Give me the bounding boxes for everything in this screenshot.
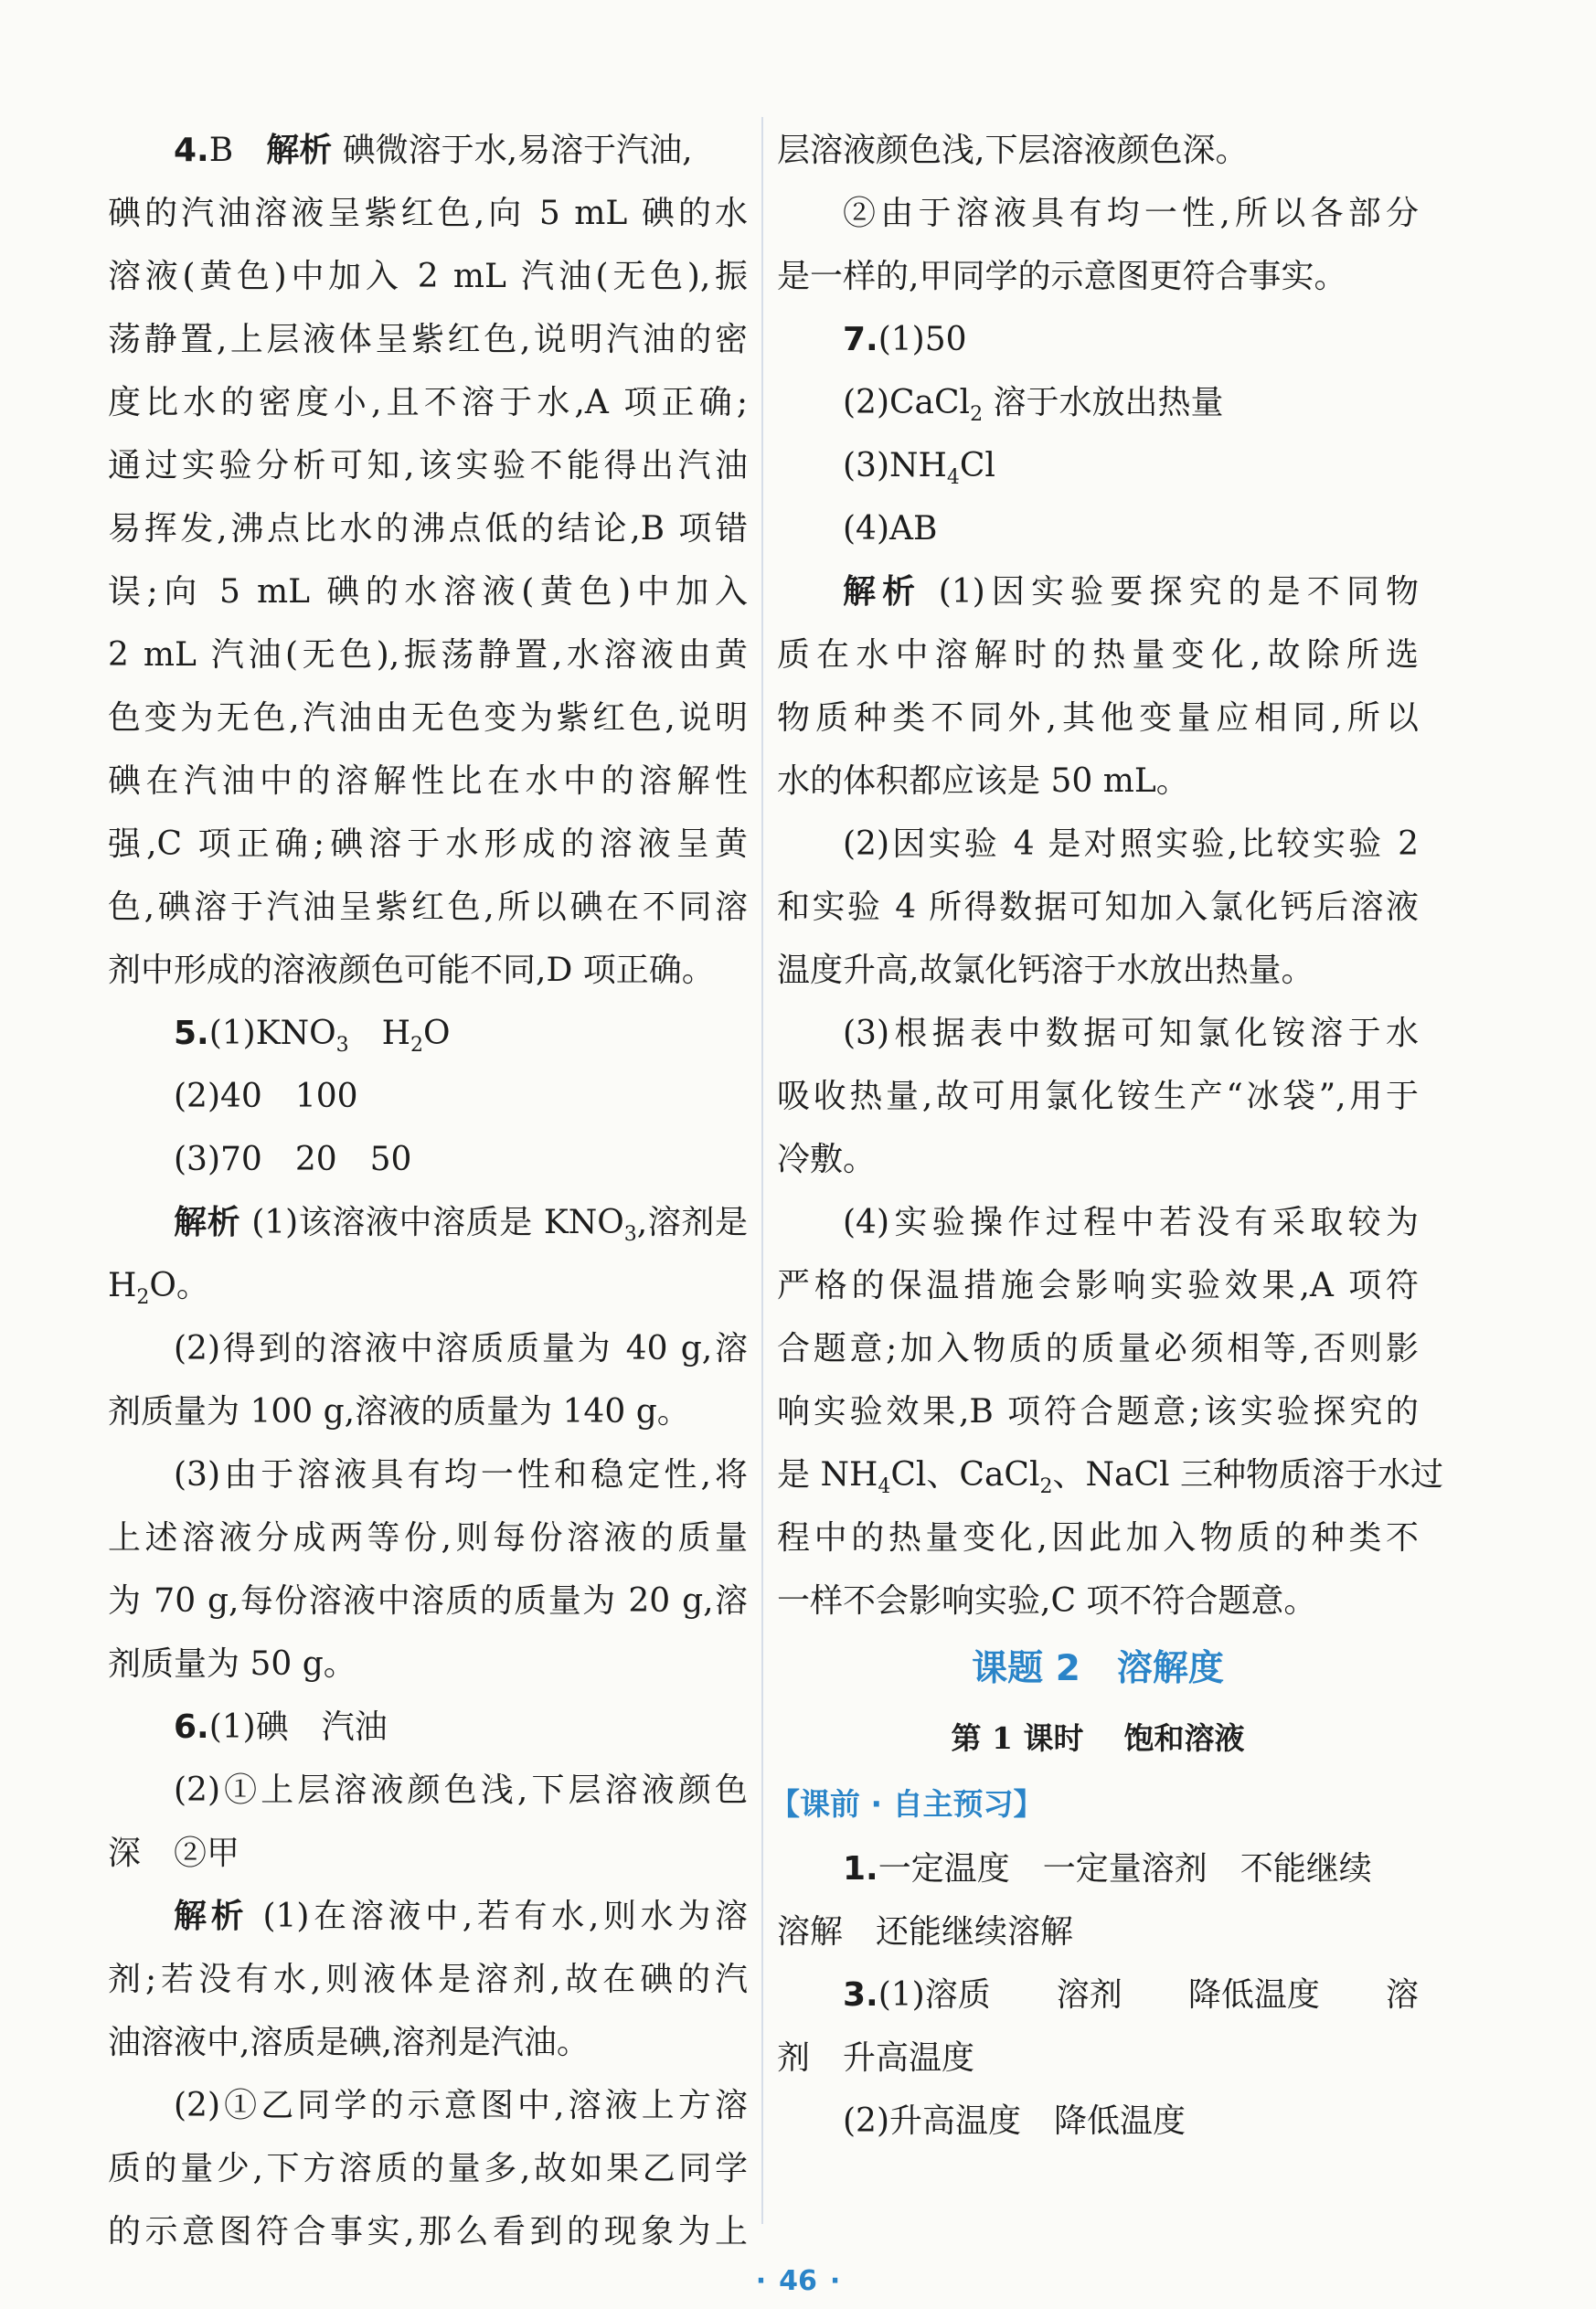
q7-e4-line: 严格的保温措施会影响实验效果,A 项符 [777, 1267, 1419, 1304]
q5-answer-3 [108, 1128, 748, 1191]
period-number: 第 1 课时 [951, 1720, 1084, 1756]
p1-item: 还能继续溶解 [876, 1913, 1074, 1951]
q6-e1-line: 油溶液中,溶质是碘,溶剂是汽油。 [108, 2024, 590, 2061]
q5-analysis-label: 解析 [174, 1203, 241, 1241]
q7-e4-line: (4)实验操作过程中若没有采取较为 [843, 1204, 1419, 1241]
q6-number: 6. [174, 1708, 209, 1746]
q6-a2-item: ②甲 [174, 1835, 240, 1872]
q6-e2-line: 的示意图符合事实,那么看到的现象为上 [108, 2213, 748, 2250]
q7-e4-chem-text: 是 NH [777, 1456, 878, 1494]
q7-a2-sub: 2 [970, 403, 984, 427]
p3-number: 3. [843, 1976, 878, 2014]
q7-answer-4: (4)AB [843, 510, 938, 548]
q7-a1: (1)50 [878, 321, 967, 358]
q4-line: 通过实验分析可知,该实验不能得出汽油 [108, 447, 748, 484]
q4-line: 色变为无色,汽油由无色变为紫红色,说明 [108, 699, 748, 737]
q7-e1-text: (1)因实验要探究的是不同物 [938, 573, 1419, 611]
q7-e3-line: 冷敷。 [777, 1141, 877, 1178]
p3-item: (2)升高温度 [843, 2102, 1021, 2140]
page-number-value: 46 [779, 2265, 817, 2297]
p3-item: 降低温度 [1187, 1976, 1320, 2014]
page-number-dot: · [755, 2265, 767, 2297]
left-column [108, 119, 748, 2263]
q4-line: 碘的汽油溶液呈紫红色,向 5 mL 碘的水 [108, 195, 748, 232]
q6-a1-item: (1)碘 [208, 1708, 289, 1746]
q7-answer-1 [777, 308, 1419, 371]
p1-item: 一定量溶剂 [1042, 1850, 1208, 1888]
preview-answer-3 [777, 1963, 1419, 2027]
q5-a3-item: (3)70 [174, 1141, 262, 1178]
q7-e4-line: 合题意;加入物质的质量必须相等,否则影 [777, 1330, 1419, 1367]
preview-answer-3-cont [777, 2027, 1419, 2090]
q6-analysis-label: 解析 [174, 1897, 249, 1935]
q7-a3-cl: Cl [959, 447, 995, 484]
p1-item: 不能继续 [1240, 1850, 1372, 1888]
q7-e3-line: 吸收热量,故可用氯化铵生产“冰袋”,用于 [777, 1078, 1419, 1115]
q4-line: 易挥发,沸点比水的沸点低的结论,B 项错 [108, 510, 748, 548]
q5-e1-text: (1)该溶液中溶质是 KNO [251, 1204, 624, 1241]
q5-answer-2 [108, 1065, 748, 1128]
q5-a1-water-sub: 2 [410, 1034, 424, 1058]
q6-e2-line: (2)①乙同学的示意图中,溶液上方溶 [174, 2087, 748, 2124]
q6-explanation-1 [108, 1885, 748, 1948]
q4-line: 度比水的密度小,且不溶于水,A 项正确; [108, 384, 748, 421]
q5-a1-formula: (1)KNO [208, 1015, 336, 1052]
q5-e3-line: (3)由于溶液具有均一性和稳定性,将 [174, 1456, 748, 1494]
q6-continued-line: ②由于溶液具有均一性,所以各部分 [843, 195, 1419, 232]
p3-item: 剂 [777, 2039, 811, 2077]
q5-a1-water: H [381, 1015, 411, 1052]
q4-line: 误;向 5 mL 碘的水溶液(黄色)中加入 [108, 573, 748, 611]
q4-line: 荡静置,上层液体呈紫红色,说明汽油的密 [108, 321, 748, 358]
q7-e2-line: (2)因实验 4 是对照实验,比较实验 2 [843, 825, 1419, 863]
q5-a3-item: 20 [294, 1141, 337, 1178]
q5-a2-item: (2)40 [174, 1078, 262, 1115]
lesson-title [777, 1633, 1419, 1706]
q4-line: 强,C 项正确;碘溶于水形成的溶液呈黄 [108, 825, 748, 863]
preview-answer-1-cont [777, 1900, 1419, 1963]
q6-a1-item: 汽油 [321, 1708, 388, 1746]
q5-number: 5. [174, 1015, 209, 1052]
q7-e4-chem-sub: 2 [1039, 1475, 1053, 1499]
q7-e4-chem-text: Cl、CaCl [890, 1456, 1040, 1494]
q6-e1-line: 剂;若没有水,则液体是溶剂,故在碘的汽 [108, 1961, 748, 1998]
q4-line: 碘在汽油中的溶解性比在水中的溶解性 [108, 762, 748, 800]
q4-number: 4. [174, 132, 209, 169]
q5-e3-line: 上述溶液分成两等份,则每份溶液的质量 [108, 1519, 748, 1557]
p3-item: 溶剂 [1056, 1976, 1123, 2014]
q5-e2-line: 剂质量为 100 g,溶液的质量为 140 g。 [108, 1393, 690, 1431]
q5-e1-sub: 3 [623, 1223, 637, 1247]
q5-a2-item: 100 [294, 1078, 358, 1115]
q6-continued-line: 层溶液颜色浅,下层溶液颜色深。 [777, 132, 1249, 169]
right-column [770, 119, 1443, 2153]
lesson-number: 课题 2 [972, 1648, 1080, 1689]
page-number-dot: · [829, 2265, 841, 2297]
q7-number: 7. [843, 321, 878, 358]
page-number [0, 2265, 1596, 2297]
q5-explanation-1 [108, 1191, 748, 1254]
q6-answer-1 [108, 1696, 748, 1759]
preview-answer-3-part2 [777, 2090, 1419, 2153]
q5-e1-water: H [108, 1267, 137, 1304]
p3-item: 溶 [1385, 1976, 1419, 2014]
period-title [777, 1706, 1419, 1772]
q5-e1-water-o: O。 [149, 1267, 209, 1304]
q4-answer: B [208, 132, 234, 169]
q6-a2-item: 深 [108, 1835, 142, 1872]
q7-e4-chem-sub: 4 [878, 1475, 891, 1499]
q5-e3-line: 剂质量为 50 g。 [108, 1645, 356, 1683]
q5-e1-post: ,溶剂是 [636, 1204, 748, 1241]
q7-e4-chem-line [777, 1443, 1443, 1506]
q4-line: 碘微溶于水,易溶于汽油, [342, 132, 693, 169]
q6-answer-2: (2)①上层溶液颜色浅,下层溶液颜色 [174, 1772, 748, 1809]
q4-line: 溶液(黄色)中加入 2 mL 汽油(无色),振 [108, 258, 748, 295]
q5-e2-line: (2)得到的溶液中溶质质量为 40 g,溶 [174, 1330, 748, 1367]
period-name: 饱和溶液 [1123, 1720, 1245, 1756]
q7-a2-text: 溶于水放出热量 [983, 384, 1224, 421]
lesson-name: 溶解度 [1116, 1648, 1224, 1689]
q4-first-line [108, 119, 748, 182]
q5-e3-line: 为 70 g,每份溶液中溶质的质量为 20 g,溶 [108, 1582, 748, 1620]
q4-analysis-label: 解析 [266, 131, 333, 169]
p1-number: 1. [843, 1850, 878, 1888]
q7-e1-line: 质在水中溶解时的热量变化,故除所选 [777, 636, 1419, 674]
preview-answer-1 [777, 1837, 1419, 1900]
q5-answer-1 [108, 1002, 748, 1065]
q4-line: 剂中形成的溶液颜色可能不同,D 项正确。 [108, 952, 715, 989]
q7-e4-line: 响实验效果,B 项符合题意;该实验探究的 [777, 1393, 1419, 1431]
q7-answer-2 [777, 371, 1419, 434]
q5-explanation-1-cont [108, 1254, 748, 1317]
q6-e2-line: 质的量少,下方溶质的量多,故如果乙同学 [108, 2150, 748, 2187]
q7-answer-3 [777, 434, 1419, 497]
q7-e2-line: 温度升高,故氯化钙溶于水放出热量。 [777, 952, 1314, 989]
q7-analysis-label: 解析 [843, 572, 922, 611]
q7-e3-line: (3)根据表中数据可知氯化铵溶于水 [843, 1015, 1419, 1052]
q7-a2-formula: (2)CaCl [843, 384, 971, 421]
q6-answer-2-cont [108, 1822, 748, 1885]
q7-e2-line: 和实验 4 所得数据可知加入氯化钙后溶液 [777, 888, 1419, 926]
q6-e1-text: (1)在溶液中,若有水,则水为溶 [262, 1898, 748, 1935]
p1-item: 溶解 [777, 1913, 844, 1951]
q7-e1-line: 物质种类不同外,其他变量应相同,所以 [777, 699, 1419, 737]
q7-explanation-1 [777, 560, 1419, 623]
q7-e4-line: 程中的热量变化,因此加入物质的种类不 [777, 1519, 1419, 1557]
q5-a3-item: 50 [369, 1141, 412, 1178]
q5-a1-sub: 3 [335, 1034, 349, 1058]
q7-e1-line: 水的体积都应该是 50 mL。 [777, 762, 1189, 800]
section-tag-preview: 【课前 · 自主预习】 [770, 1786, 1044, 1822]
q5-e1-water-sub: 2 [136, 1286, 150, 1310]
column-divider [761, 117, 763, 2224]
q7-a3-formula: (3)NH [843, 447, 947, 484]
q6-continued-line: 是一样的,甲同学的示意图更符合事实。 [777, 258, 1347, 295]
q7-a3-sub: 4 [946, 466, 960, 490]
p3-item: 升高温度 [843, 2039, 975, 2077]
q7-e4-chem-text: 、NaCl 三种物质溶于水过 [1052, 1456, 1443, 1494]
q4-line: 2 mL 汽油(无色),振荡静置,水溶液由黄 [108, 636, 748, 674]
q7-e4-line: 一样不会影响实验,C 项不符合题意。 [777, 1582, 1317, 1620]
q4-line: 色,碘溶于汽油呈紫红色,所以碘在不同溶 [108, 888, 748, 926]
p3-item: (1)溶质 [878, 1976, 991, 2014]
p1-item: 一定温度 [878, 1850, 1010, 1888]
p3-item: 降低温度 [1054, 2102, 1186, 2140]
q5-a1-water-o: O [423, 1015, 451, 1052]
